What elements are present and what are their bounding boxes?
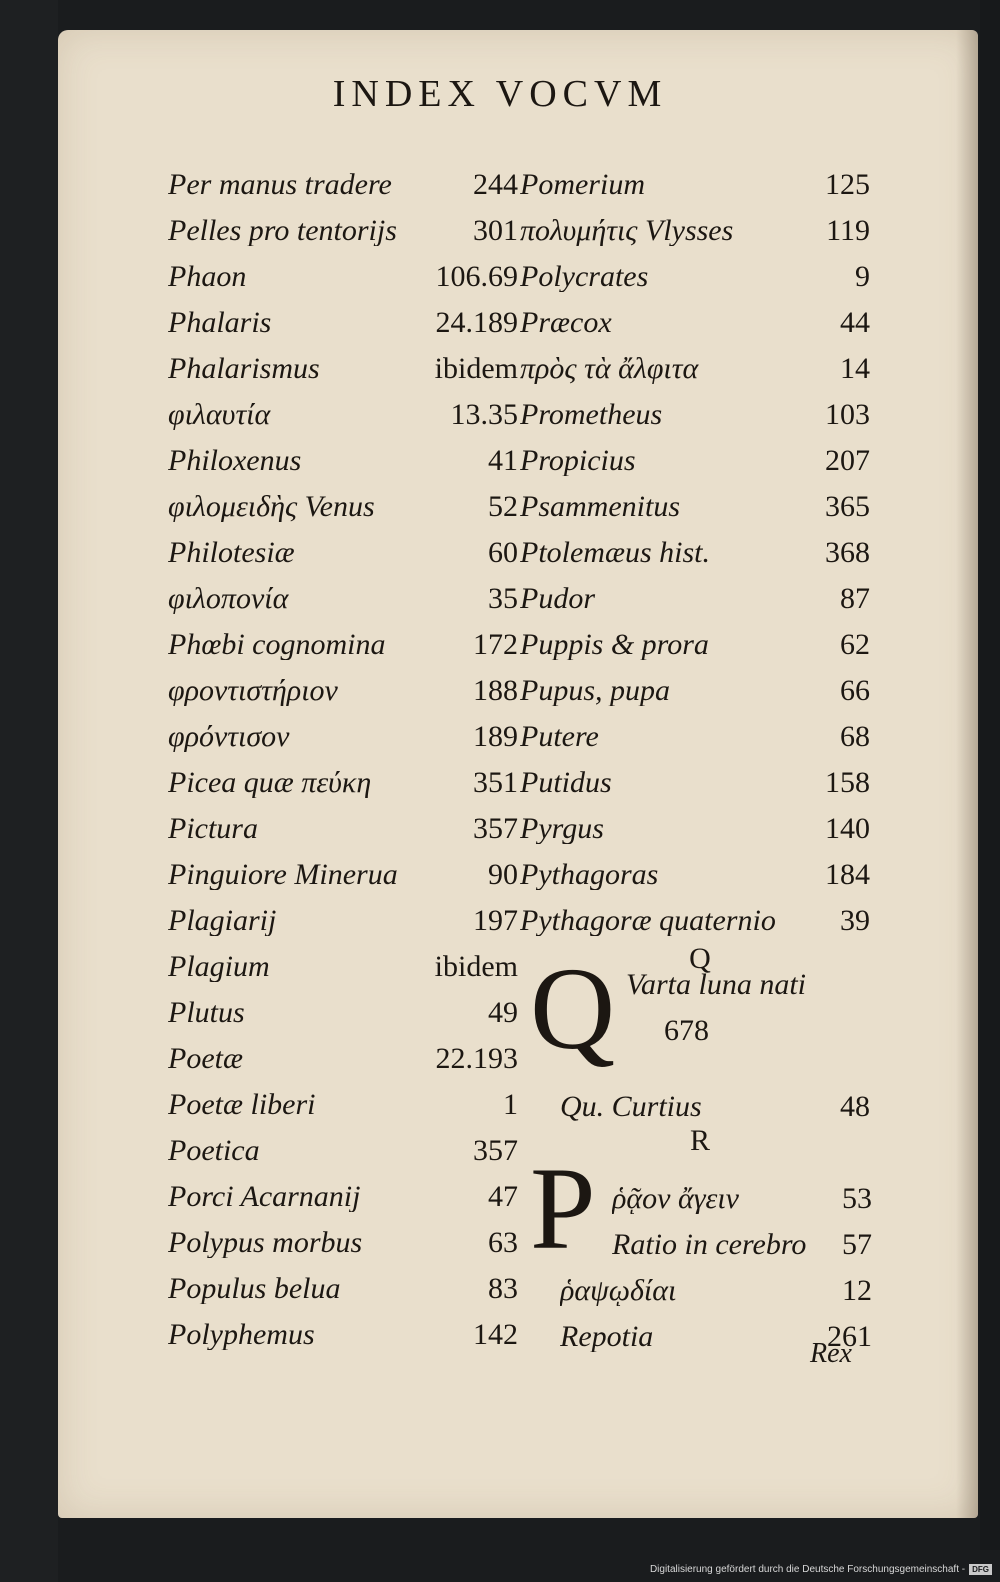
entry-term: Philotesiæ	[168, 538, 295, 568]
entry-page: 44	[840, 306, 870, 339]
index-entry	[168, 246, 518, 292]
index-entry-q	[560, 1076, 870, 1122]
entry-term: ῥαψῳδίαι	[560, 1276, 677, 1306]
entry-term: Ratio in cerebro	[612, 1230, 807, 1260]
index-entry	[168, 890, 518, 936]
entry-term: Philoxenus	[168, 446, 302, 476]
entry-page: 207	[825, 444, 870, 477]
entry-term: Pyrgus	[520, 814, 604, 844]
entry-page: 87	[840, 582, 870, 615]
entry-page: 62	[840, 628, 870, 661]
index-entry	[520, 200, 870, 246]
index-entry	[168, 200, 518, 246]
entry-term: Psammenitus	[520, 492, 680, 522]
index-entry	[168, 522, 518, 568]
entry-page: 35	[488, 582, 518, 615]
entry-term: ῥᾷον ἄγειν	[612, 1184, 740, 1214]
entry-page: 261	[827, 1320, 872, 1353]
entry-term: Pythagoræ quaternio	[520, 906, 776, 936]
entry-term: πρὸς τὰ ἄλφιτα	[520, 354, 699, 384]
entry-term: φιλομειδὴς Venus	[168, 492, 375, 522]
index-entry-r	[560, 1260, 872, 1306]
index-entry-r	[612, 1214, 872, 1260]
index-entry	[520, 890, 870, 936]
entry-page: 106.69	[435, 260, 518, 293]
entry-term: Plagium	[168, 952, 270, 982]
index-entry	[520, 568, 870, 614]
index-entry	[168, 1120, 518, 1166]
entry-term: Pythagoras	[520, 860, 659, 890]
entry-page: 184	[825, 858, 870, 891]
index-entry	[520, 752, 870, 798]
index-entry	[168, 568, 518, 614]
entry-page: 90	[488, 858, 518, 891]
entry-term: Picea quæ πεύκη	[168, 768, 372, 798]
entry-page: 351	[473, 766, 518, 799]
entry-page: 57	[842, 1228, 872, 1261]
page-edge-shadow	[956, 30, 978, 1518]
entry-term: Porci Acarnanij	[168, 1182, 361, 1212]
index-entry	[168, 706, 518, 752]
entry-page: 188	[473, 674, 518, 707]
index-entry	[168, 384, 518, 430]
index-entry	[168, 798, 518, 844]
entry-page: 22.193	[435, 1042, 518, 1075]
entry-page: 125	[825, 168, 870, 201]
entry-page: 189	[473, 720, 518, 753]
index-entry	[520, 384, 870, 430]
entry-term: πολυμήτις Vlysses	[520, 216, 734, 246]
entry-term: Poetæ liberi	[168, 1090, 316, 1120]
entry-term: Poetæ	[168, 1044, 243, 1074]
entry-page: 14	[840, 352, 870, 385]
section-heading-r: R	[689, 1124, 710, 1157]
index-entry	[520, 522, 870, 568]
entry-page: 52	[488, 490, 518, 523]
entry-page: 47	[488, 1180, 518, 1213]
entry-page: 140	[825, 812, 870, 845]
dfg-logo-icon: DFG	[969, 1564, 992, 1575]
entry-term: Pictura	[168, 814, 258, 844]
entry-page: ibidem	[434, 950, 518, 983]
footer-text: Digitalisierung gefördert durch die Deutsche Forschungsgemeinschaft -	[649, 1563, 966, 1575]
entry-term: Polypus morbus	[168, 1228, 363, 1258]
entry-term: Pomerium	[520, 170, 645, 200]
entry-page: 24.189	[435, 306, 518, 339]
entry-page: 12	[842, 1274, 872, 1307]
index-entry	[168, 430, 518, 476]
entry-term: Phœbi cognomina	[168, 630, 386, 660]
index-entry	[168, 476, 518, 522]
entry-term: φιλοπονία	[168, 584, 289, 614]
section-heading-q: Q	[689, 942, 711, 975]
entry-page: 158	[825, 766, 870, 799]
index-entry	[168, 154, 518, 200]
entry-page: 9	[855, 260, 870, 293]
index-entry	[168, 1212, 518, 1258]
entry-term: Repotia	[560, 1322, 654, 1352]
catchword: Rex	[810, 1338, 852, 1369]
entry-page: 49	[488, 996, 518, 1029]
q-first-entry-page: 678	[664, 1014, 709, 1047]
entry-page: 53	[842, 1182, 872, 1215]
entry-page: 244	[473, 168, 518, 201]
entry-page: 357	[473, 812, 518, 845]
entry-term: φιλαυτία	[168, 400, 271, 430]
entry-term: φροντιστήριον	[168, 676, 338, 706]
index-entry	[520, 798, 870, 844]
scan-background-left	[0, 0, 58, 1582]
index-entry	[520, 246, 870, 292]
index-entry	[168, 614, 518, 660]
entry-term: Puppis & prora	[520, 630, 709, 660]
entry-page: 365	[825, 490, 870, 523]
entry-term: Pudor	[520, 584, 595, 614]
entry-page: 357	[473, 1134, 518, 1167]
entry-page: 83	[488, 1272, 518, 1305]
entry-term: Populus belua	[168, 1274, 341, 1304]
entry-term: Putidus	[520, 768, 612, 798]
entry-page: 63	[488, 1226, 518, 1259]
index-entry	[168, 338, 518, 384]
entry-term: Pinguiore Minerua	[168, 860, 398, 890]
index-entry	[168, 1258, 518, 1304]
entry-page: 68	[840, 720, 870, 753]
index-entry	[520, 844, 870, 890]
entry-page: ibidem	[434, 352, 518, 385]
drop-cap-r: P	[530, 1143, 596, 1274]
entry-term: Qu. Curtius	[560, 1092, 702, 1122]
scan-background-right	[980, 0, 1000, 1550]
entry-term: Polycrates	[520, 262, 649, 292]
index-entry	[520, 154, 870, 200]
index-entry	[168, 844, 518, 890]
entry-page: 197	[473, 904, 518, 937]
index-entry	[168, 1304, 518, 1350]
index-entry	[168, 936, 518, 982]
entry-page: 13.35	[450, 398, 518, 431]
entry-term: Propicius	[520, 446, 636, 476]
entry-term: Polyphemus	[168, 1320, 315, 1350]
entry-term: Putere	[520, 722, 599, 752]
entry-page: 41	[488, 444, 518, 477]
index-entry-r	[612, 1168, 872, 1214]
entry-page: 368	[825, 536, 870, 569]
index-entry	[168, 1166, 518, 1212]
entry-page: 142	[473, 1318, 518, 1351]
entry-page: 48	[840, 1090, 870, 1123]
index-entry	[168, 660, 518, 706]
index-entry	[520, 660, 870, 706]
entry-page: 1	[503, 1088, 518, 1121]
q-first-entry-term: Varta luna nati	[626, 968, 807, 1001]
index-entry	[168, 292, 518, 338]
entry-page: 39	[840, 904, 870, 937]
index-entry	[168, 752, 518, 798]
entry-page: 60	[488, 536, 518, 569]
entry-term: Præcox	[520, 308, 612, 338]
entry-page: 301	[473, 214, 518, 247]
entry-page: 172	[473, 628, 518, 661]
entry-term: Phalaris	[168, 308, 272, 338]
index-entry	[168, 1074, 518, 1120]
index-entry	[520, 614, 870, 660]
index-entry	[168, 982, 518, 1028]
entry-term: Poetica	[168, 1136, 260, 1166]
index-entry	[520, 292, 870, 338]
entry-term: Pupus, pupa	[520, 676, 670, 706]
entry-term: Per manus tradere	[168, 170, 392, 200]
page-title: INDEX VOCVM	[332, 73, 668, 115]
entry-page: 103	[825, 398, 870, 431]
entry-term: φρόντισον	[168, 722, 290, 752]
entry-term: Plutus	[168, 998, 245, 1028]
entry-term: Pelles pro tentorijs	[168, 216, 397, 246]
entry-page: 66	[840, 674, 870, 707]
index-entry	[520, 338, 870, 384]
entry-term: Phalarismus	[168, 354, 320, 384]
entry-term: Plagiarij	[168, 906, 277, 936]
drop-cap-q: Q	[530, 943, 616, 1074]
entry-page: 119	[826, 214, 870, 247]
entry-term: Prometheus	[520, 400, 663, 430]
entry-term: Phaon	[168, 262, 247, 292]
index-entry	[168, 1028, 518, 1074]
index-entry	[520, 430, 870, 476]
index-entry	[520, 476, 870, 522]
footer-credit	[650, 1560, 992, 1578]
entry-term: Ptolemæus hist.	[520, 538, 711, 568]
index-entry	[520, 706, 870, 752]
